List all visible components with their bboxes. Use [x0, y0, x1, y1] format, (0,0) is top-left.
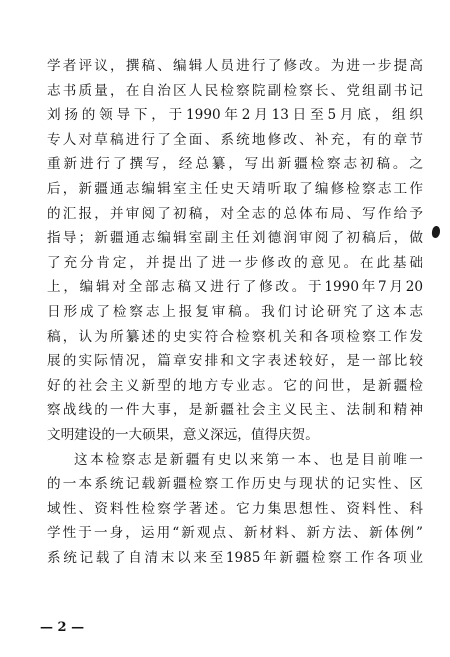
text-line: 文明建设的一大硕果，意义深远，值得庆贺。 — [47, 426, 319, 443]
text-line: 域性、资料性检察学著述。它力集思想性、资料性、科 — [47, 500, 423, 517]
text-line: 好的社会主义新型的地方专业志。它的问世，是新疆检 — [47, 377, 423, 394]
paragraph-2 — [47, 448, 423, 571]
text-line: 学性于一身，运用“新观点、新材料、新方法、新体例” — [47, 525, 423, 542]
text-line: 察战线的一件大事，是新疆社会主义民主、法制和精神 — [47, 402, 423, 419]
text-line: 指导；新疆通志编辑室副主任刘德润审阅了初稿后，做 — [47, 230, 423, 247]
text-line: 的一本系统记载新疆检察工作历史与现状的记实性、区 — [47, 476, 423, 493]
body-text — [47, 54, 423, 570]
text-line: 这本检察志是新疆有史以来第一本、也是目前唯一 — [74, 451, 423, 468]
text-line: 稿，认为所纂述的史实符合检察机关和各项检察工作发 — [47, 328, 423, 345]
page-number: — 2 — — [40, 620, 85, 635]
text-line: 专人对草稿进行了全面、系统地修改、补充，有的章节 — [47, 131, 423, 148]
text-line: 了充分肯定，并提出了进一步修改的意见。在此基础 — [47, 254, 423, 271]
ink-blot-mark — [431, 225, 441, 238]
text-line: 重新进行了撰写，经总纂，写出新疆检察志初稿。之 — [47, 156, 423, 173]
text-line: 学者评议，撰稿、编辑人员进行了修改。为进一步提高 — [47, 58, 423, 74]
text-line: 刘扬的领导下，于1990年2月13日至5月底，组织 — [47, 107, 423, 124]
text-line: 上，编辑对全部志稿又进行了修改。于1990年7月20 — [47, 279, 423, 296]
paragraph-1 — [47, 54, 423, 448]
text-line: 系统记载了自清末以来至1985年新疆检察工作各项业 — [47, 549, 423, 566]
text-line: 志书质量，在自治区人民检察院副检察长、党组副书记 — [47, 82, 423, 99]
text-line: 日形成了检察志上报复审稿。我们讨论研究了这本志 — [47, 303, 423, 320]
text-line: 展的实际情况，篇章安排和文字表述较好，是一部比较 — [47, 353, 423, 370]
text-line: 的汇报，并审阅了初稿，对全志的总体布局、写作给予 — [47, 205, 423, 222]
text-line: 后，新疆通志编辑室主任史天靖听取了编修检察志工作 — [47, 180, 423, 197]
